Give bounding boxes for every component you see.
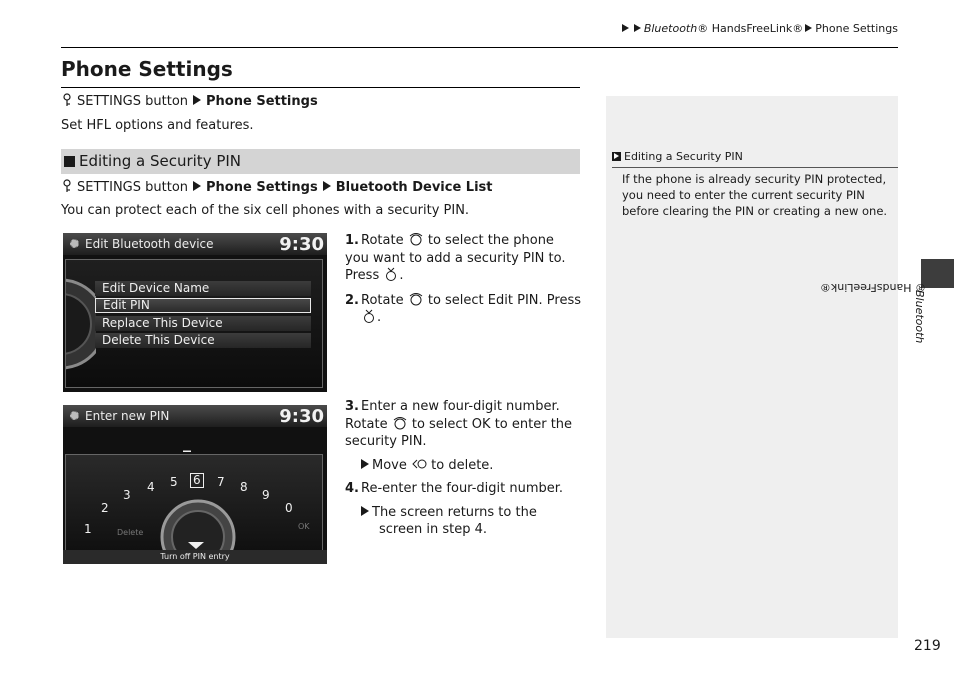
breadcrumb bbox=[620, 22, 898, 35]
enter-new-pin-screen bbox=[63, 405, 327, 564]
menu-item-replace-device[interactable]: Replace This Device bbox=[95, 316, 311, 331]
pin-digit-1[interactable]: 1 bbox=[84, 522, 92, 536]
path-arrow-icon bbox=[193, 181, 201, 191]
down-arrow-icon bbox=[188, 542, 204, 549]
digit-dial-panel bbox=[65, 454, 323, 552]
step-text: to select bbox=[427, 292, 484, 308]
reference-arrow-icon bbox=[612, 152, 621, 161]
steps-3-4 bbox=[345, 398, 581, 539]
step-number: 2. bbox=[345, 292, 359, 308]
breadcrumb-phone-settings: Phone Settings bbox=[815, 22, 898, 35]
pin-digit-5[interactable]: 5 bbox=[170, 475, 178, 489]
sidebar-title bbox=[612, 150, 743, 163]
menu-item-delete-device[interactable]: Delete This Device bbox=[95, 333, 311, 348]
menu-item-edit-device-name[interactable]: Edit Device Name bbox=[95, 281, 311, 296]
step-text: . bbox=[377, 310, 382, 325]
step-number: 3. bbox=[345, 399, 359, 414]
interface-dial-icon bbox=[392, 416, 408, 430]
pin-digit-8[interactable]: 8 bbox=[240, 480, 248, 494]
page-title: Phone Settings bbox=[61, 57, 233, 81]
section-path bbox=[61, 179, 493, 195]
pin-digit-3[interactable]: 3 bbox=[123, 488, 131, 502]
phone-settings-label: Phone Settings bbox=[206, 94, 318, 109]
step-4 bbox=[345, 480, 581, 498]
settings-gear-icon bbox=[70, 239, 79, 248]
breadcrumb-arrow-icon bbox=[805, 24, 812, 32]
step-text: Enter a new four-digit number. Rotate bbox=[345, 399, 560, 432]
pin-digit-6[interactable]: 6 bbox=[190, 473, 204, 488]
enter-press-icon bbox=[361, 309, 377, 323]
step-text: Move bbox=[372, 457, 407, 473]
pin-digit-9[interactable]: 9 bbox=[262, 488, 270, 502]
step-text-ok: OK bbox=[471, 416, 491, 432]
home-button-icon bbox=[61, 179, 73, 193]
step-text: to delete. bbox=[431, 457, 494, 473]
sidebar-rule bbox=[612, 167, 898, 168]
step-3 bbox=[345, 398, 581, 451]
move-left-icon bbox=[411, 457, 427, 471]
interface-dial-icon bbox=[408, 292, 424, 306]
step-text: to select bbox=[411, 416, 468, 432]
title-rule bbox=[61, 87, 580, 88]
screen-title: Edit Bluetooth device bbox=[85, 237, 214, 251]
pin-cursor: _ bbox=[183, 433, 191, 452]
step-text: Re-enter the four-digit number. bbox=[361, 481, 564, 496]
sidebar-title-text: Editing a Security PIN bbox=[624, 150, 743, 163]
turn-off-pin-entry[interactable]: Turn off PIN entry bbox=[63, 550, 327, 564]
screen-clock: 9:30 bbox=[279, 406, 324, 427]
home-button-icon bbox=[61, 93, 73, 107]
path-arrow-icon bbox=[193, 95, 201, 105]
step-4-sub bbox=[345, 504, 581, 539]
screen-title: Enter new PIN bbox=[85, 409, 170, 423]
steps-1-2 bbox=[345, 232, 581, 327]
step-2 bbox=[345, 292, 581, 327]
menu-panel bbox=[65, 259, 323, 388]
section-description: You can protect each of the six cell phones with a security PIN. bbox=[61, 203, 470, 218]
delete-option[interactable]: Delete bbox=[117, 528, 144, 537]
step-number: 1. bbox=[345, 233, 359, 248]
sub-arrow-icon bbox=[361, 459, 369, 469]
settings-path bbox=[61, 93, 318, 109]
sidebar-text: If the phone is already security PIN protected, you need to enter the current security PIN before clearing the PIN or creating a new one. bbox=[622, 172, 888, 218]
chapter-label bbox=[819, 281, 946, 460]
breadcrumb-arrow-icon bbox=[622, 24, 629, 32]
section-title: Editing a Security PIN bbox=[79, 152, 242, 170]
phone-settings-label: Phone Settings bbox=[206, 180, 318, 195]
section-header bbox=[61, 149, 580, 174]
step-text: Rotate bbox=[361, 233, 404, 248]
step-1 bbox=[345, 232, 581, 285]
dial-graphic-icon bbox=[65, 274, 96, 374]
intro-description: Set HFL options and features. bbox=[61, 118, 254, 133]
ok-option[interactable]: OK bbox=[298, 522, 310, 531]
interface-dial-icon bbox=[408, 232, 424, 246]
step-text: Rotate bbox=[361, 292, 404, 308]
screen-header bbox=[63, 405, 327, 427]
step-text: to select the phone you want to add a security PIN to. Press bbox=[345, 233, 566, 283]
step-text: The screen returns to the screen in step 4. bbox=[372, 504, 537, 537]
step-text: . bbox=[399, 268, 404, 283]
sub-arrow-icon bbox=[361, 506, 369, 516]
screen-header bbox=[63, 233, 327, 255]
chapter-label-rest: ® HandsFreeLink® bbox=[819, 281, 926, 294]
menu-item-edit-pin[interactable]: Edit PIN bbox=[95, 298, 311, 313]
step-3-sub bbox=[345, 457, 581, 475]
screen-clock: 9:30 bbox=[279, 234, 324, 255]
pin-digit-4[interactable]: 4 bbox=[147, 480, 155, 494]
pin-digit-0[interactable]: 0 bbox=[285, 501, 293, 515]
header-rule bbox=[61, 47, 898, 48]
step-text: Press bbox=[546, 292, 581, 308]
section-square-icon bbox=[64, 156, 75, 167]
edit-bluetooth-device-screen bbox=[63, 233, 327, 392]
settings-gear-icon bbox=[70, 411, 79, 420]
path-arrow-icon bbox=[323, 181, 331, 191]
pin-digit-2[interactable]: 2 bbox=[101, 501, 109, 515]
bluetooth-device-list-label: Bluetooth Device List bbox=[335, 180, 493, 195]
pin-digit-7[interactable]: 7 bbox=[217, 475, 225, 489]
breadcrumb-arrow-icon bbox=[634, 24, 641, 32]
page-number: 219 bbox=[914, 638, 941, 654]
step-text-edit-pin: Edit PIN. bbox=[487, 292, 543, 308]
breadcrumb-bluetooth: Bluetooth bbox=[643, 22, 698, 35]
settings-button-label: SETTINGS button bbox=[77, 94, 189, 109]
chapter-label-italic: Bluetooth bbox=[913, 290, 926, 344]
step-number: 4. bbox=[345, 481, 359, 496]
step-text: to enter the security PIN. bbox=[345, 416, 573, 449]
breadcrumb-handsfreelink: ® HandsFreeLink® bbox=[697, 22, 804, 35]
settings-button-label: SETTINGS button bbox=[77, 180, 189, 195]
enter-press-icon bbox=[383, 267, 399, 281]
